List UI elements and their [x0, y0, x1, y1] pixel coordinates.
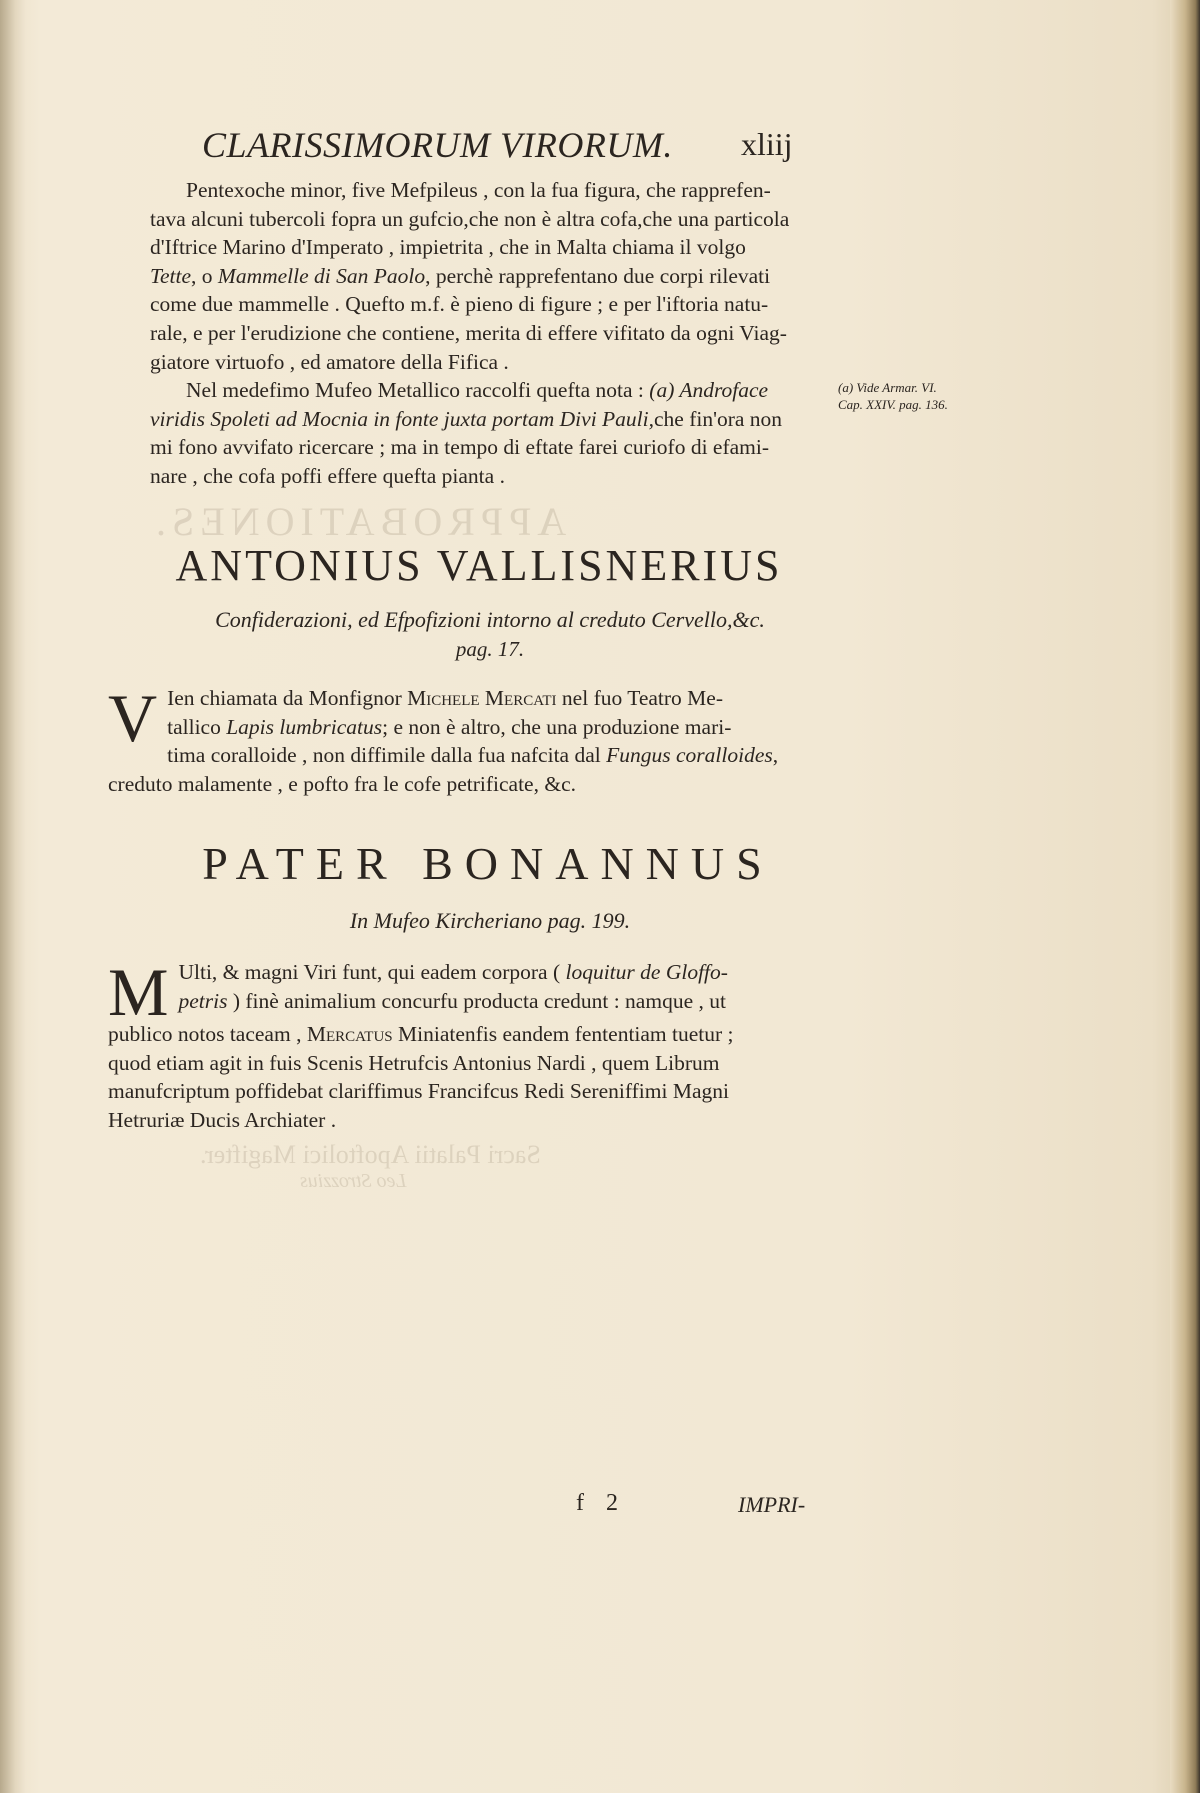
text-line — [108, 1020, 830, 1049]
paragraph-pentexoche — [150, 176, 830, 376]
text-line: creduto malamente , e pofto fra le cofe petrificate, &c. — [108, 771, 576, 796]
page-fore-edge — [1170, 0, 1200, 1793]
text-line — [108, 741, 830, 770]
show-through-heading: APPROBATIONES. — [150, 499, 567, 544]
drop-cap: M — [108, 954, 169, 1030]
page-gutter-edge — [0, 0, 26, 1793]
section-heading-vallisnerius: ANTONIUS VALLISNERIUS — [175, 541, 783, 590]
show-through-line: Sacri Palatii Apoftolici Magifter. — [200, 1140, 541, 1169]
text-span: , perchè rapprefentano due corpi rilevati — [425, 263, 771, 288]
margin-note — [838, 379, 988, 413]
text-line: tava alcuni tubercoli fopra un gufcio,che non è altra cofa,che una particola — [150, 206, 790, 231]
text-span: Miniatenfis eandem fententiam tuetur ; — [398, 1022, 734, 1046]
text-line: manufcriptum poffidebat clariffimus Francifcus Redi Sereniffimi Magni — [108, 1079, 729, 1104]
italic-term: petris — [178, 988, 228, 1013]
text-line — [150, 262, 830, 291]
text-span: tallico — [167, 714, 221, 739]
section-subtitle: In Mufeo Kircheriano pag. 199. — [349, 908, 631, 933]
text-line: Pentexoche minor, five Mefpileus , con la fua figura, che rapprefen- — [186, 178, 771, 202]
text-span: publico notos taceam , — [108, 1022, 302, 1046]
paragraph-vien — [108, 680, 830, 798]
show-through-line: Leo Strozzius — [300, 1170, 407, 1192]
text-line: d'Iftrice Marino d'Imperato , impietrita , che in Malta chiama il volgo — [150, 235, 746, 260]
running-title: CLARISSIMORUM VIRORUM. — [202, 125, 673, 165]
signature-mark: f 2 — [576, 1490, 626, 1516]
note-line: (a) Vide Armar. VI. — [838, 380, 937, 395]
text-line: Hetruriæ Ducis Archiater . — [108, 1107, 337, 1132]
note-line: Cap. XXIV. pag. 136. — [838, 397, 948, 412]
text-line: nare , che cofa poffi effere quefta pianta . — [150, 463, 505, 488]
section-heading-bonannus: PATER BONANNUS — [202, 838, 774, 889]
page-number: xliij — [741, 126, 793, 162]
text-line: mi fono avvifato ricercare ; ma in tempo di eftate farei curiofo di efami- — [150, 435, 770, 460]
italic-term: Tette — [150, 263, 192, 288]
text-span: ; e non è altro, che una produzione mari- — [382, 714, 732, 739]
text-line: rale, e per l'erudizione che contiene, merita di effere vifitato da ogni Viag- — [150, 320, 787, 345]
text-line: giatore virtuofo , ed amatore della Fifica . — [150, 349, 509, 374]
text-span: , — [772, 743, 779, 768]
text-line: come due mammelle . Quefto m.f. è pieno di figure ; e per l'iftoria natu- — [150, 292, 769, 317]
paragraph-multi — [108, 954, 830, 1134]
italic-term: Lapis lumbricatus — [226, 714, 383, 739]
text-line — [108, 958, 830, 987]
italic-term: Mammelle di San Paolo — [217, 263, 426, 288]
text-span: , o — [191, 263, 213, 288]
italic-term: (a) Androface — [649, 378, 769, 402]
small-caps-name: Mercatus — [306, 1022, 393, 1046]
text-span: che fin'ora non — [654, 406, 783, 431]
text-line — [108, 684, 830, 713]
text-span: Nel medefimo Mufeo Metallico raccolfi quefta nota : — [186, 378, 644, 402]
section-subtitle: Confiderazioni, ed Efpofizioni intorno al creduto Cervello,&c. — [215, 607, 765, 632]
italic-term: loquitur de Gloffo- — [565, 960, 728, 984]
text-line — [108, 713, 830, 742]
text-span: ) finè animalium concurfu producta credunt : namque , ut — [232, 988, 726, 1013]
italic-term: Fungus coralloides — [606, 743, 773, 768]
text-span: Ien chiamata da Monfignor — [167, 686, 402, 710]
paragraph-androsace — [150, 376, 830, 490]
small-caps-name: Michele Mercati — [407, 686, 557, 710]
italic-term: viridis Spoleti ad Mocnia in fonte juxta portam Divi Pauli, — [150, 406, 655, 431]
text-line: quod etiam agit in fuis Scenis Hetrufcis Antonius Nardi , quem Librum — [108, 1050, 720, 1075]
text-line — [108, 987, 830, 1016]
text-span: Ulti, & magni Viri funt, qui eadem corpora ( — [178, 960, 561, 984]
text-span: tima coralloide , non diffimile dalla fua nafcita dal — [167, 743, 601, 768]
text-span: nel fuo Teatro Me- — [561, 686, 724, 710]
catchword: IMPRI- — [738, 1492, 806, 1517]
text-line — [150, 405, 830, 434]
text-line — [150, 376, 830, 405]
drop-cap: V — [108, 680, 158, 756]
section-subtitle-page: pag. 17. — [455, 637, 525, 661]
